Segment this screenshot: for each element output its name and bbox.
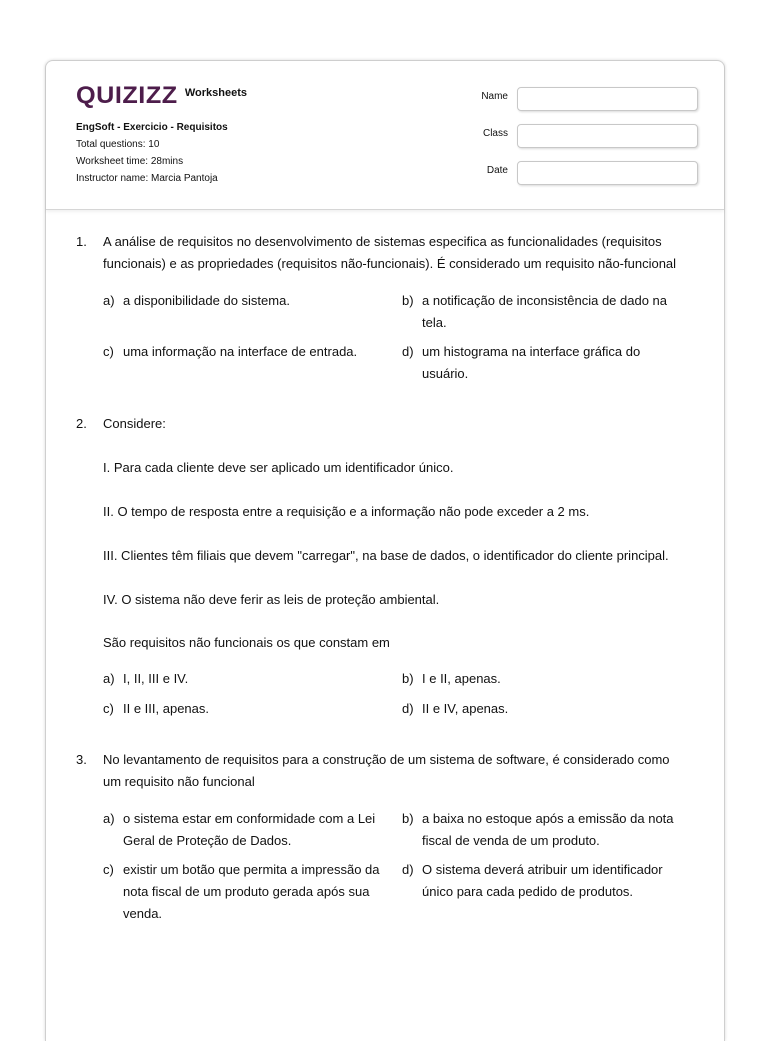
option-text: uma informação na interface de entrada.: [123, 344, 358, 359]
option-text: um histograma na interface gráfica do usuário.: [422, 344, 641, 381]
brand-subtitle: Worksheets: [184, 87, 247, 99]
option-letter: d): [402, 344, 414, 359]
date-label: Date: [486, 165, 508, 176]
brand: [76, 82, 247, 110]
option-text: II e IV, apenas.: [422, 701, 509, 716]
option-letter: c): [103, 344, 114, 359]
option-letter: d): [402, 862, 414, 877]
question-prompt: São requisitos não funcionais os que constam em: [103, 635, 390, 650]
date-field[interactable]: [517, 161, 698, 185]
option-text: a baixa no estoque após a emissão da nota fiscal de venda de um produto.: [422, 811, 674, 848]
worksheet-time: Worksheet time: 28mins: [76, 156, 184, 167]
name-field[interactable]: [517, 87, 698, 111]
option-letter: b): [402, 293, 414, 308]
question-number: 2.: [76, 416, 87, 431]
option-text: I, II, III e IV.: [123, 671, 189, 686]
class-label: Class: [482, 128, 508, 139]
statement-3: III. Clientes têm filiais que devem "carregar", na base de dados, o identificador do cliente principal.: [103, 548, 669, 563]
option-letter: d): [402, 701, 414, 716]
worksheet-title: EngSoft - Exercicio - Requisitos: [76, 122, 228, 133]
option-text: existir um botão que permita a impressão da nota fiscal de um produto gerada após sua venda.: [123, 862, 380, 921]
worksheet-header: [46, 61, 724, 210]
option-letter: c): [103, 701, 114, 716]
question-text: No levantamento de requisitos para a construção de um sistema de software, é considerado como um requisito não funcional: [103, 752, 670, 789]
option-letter: b): [402, 671, 414, 686]
option-text: O sistema deverá atribuir um identificador único para cada pedido de produtos.: [422, 862, 663, 899]
class-field[interactable]: [517, 124, 698, 148]
statement-4: IV. O sistema não deve ferir as leis de proteção ambiental.: [103, 592, 440, 607]
option-text: a disponibilidade do sistema.: [123, 293, 290, 308]
statement-1: I. Para cada cliente deve ser aplicado um identificador único.: [103, 460, 454, 475]
instructor-name: Instructor name: Marcia Pantoja: [76, 173, 218, 184]
worksheet-meta: [76, 119, 228, 187]
option-text: a notificação de inconsistência de dado na tela.: [422, 293, 668, 330]
option-letter: a): [103, 671, 115, 686]
option-letter: b): [402, 811, 414, 826]
name-label: Name: [481, 91, 508, 102]
total-questions: Total questions: 10: [76, 139, 160, 150]
question-text: A análise de requisitos no desenvolvimento de sistemas especifica as funcionalidades (requisitos funcionais) e as propriedades (requisitos não-funcionais). É considerado um requisito não-funcional: [103, 234, 677, 271]
statement-2: II. O tempo de resposta entre a requisição e a informação não pode exceder a 2 ms.: [103, 504, 590, 519]
option-letter: a): [103, 811, 115, 826]
question-number: 1.: [76, 234, 87, 249]
option-letter: c): [103, 862, 114, 877]
option-text: II e III, apenas.: [123, 701, 209, 716]
option-letter: a): [103, 293, 115, 308]
question-text: Considere:: [103, 416, 166, 431]
question-number: 3.: [76, 752, 87, 767]
option-text: I e II, apenas.: [422, 671, 501, 686]
quizizz-logo: QUIZIZZ: [76, 82, 178, 109]
option-text: o sistema estar em conformidade com a Lei Geral de Proteção de Dados.: [123, 811, 376, 848]
worksheet: [45, 60, 725, 1041]
